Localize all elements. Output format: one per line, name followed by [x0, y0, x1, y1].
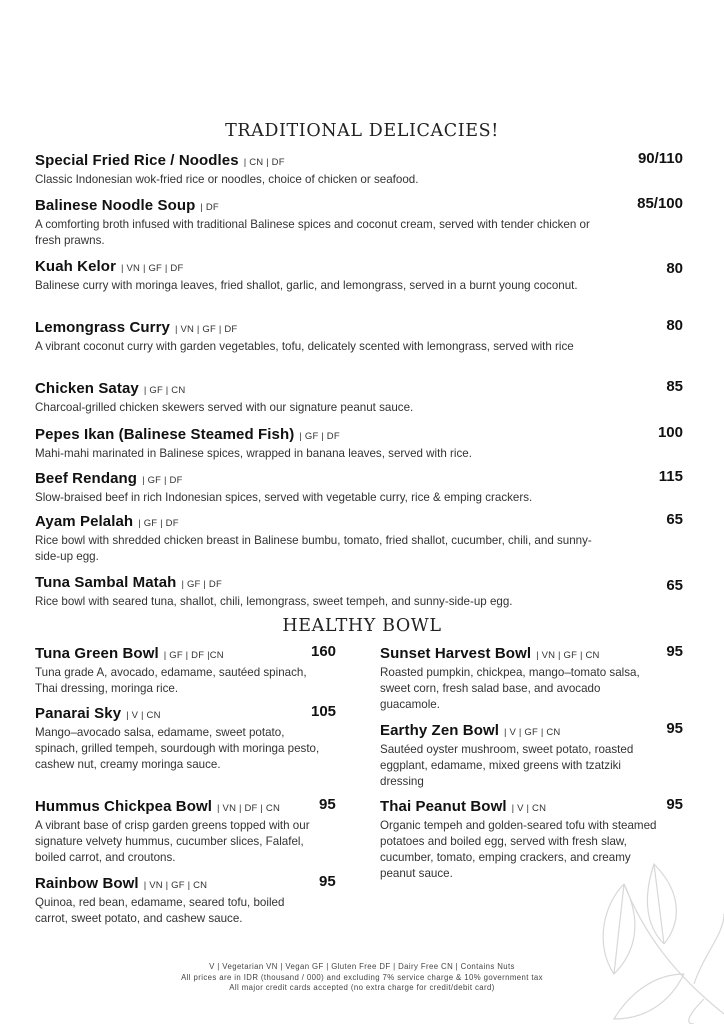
item-name: Tuna Green Bowl	[35, 645, 159, 662]
item-tags: | CN | DF	[243, 157, 285, 168]
item-price: 65	[666, 511, 683, 528]
item-description: Charcoal-grilled chicken skewers served with our signature peanut sauce.	[35, 401, 414, 414]
item-price: 95	[319, 873, 336, 890]
item-description: Rice bowl with shredded chicken breast in Balinese bumbu, tomato, fried shallot, cucumber, chili, and sunny-side-up egg.	[35, 534, 592, 563]
item-tags: | VN | GF | DF	[174, 324, 238, 335]
item-description: Mahi-mahi marinated in Balinese spices, wrapped in banana leaves, served with rice.	[35, 447, 472, 460]
menu-item	[35, 798, 320, 866]
section-title-traditional: TRADITIONAL DELICACIES!	[225, 121, 499, 141]
item-name: Lemongrass Curry	[35, 319, 170, 336]
item-description: Quinoa, red bean, edamame, seared tofu, boiled carrot, sweet potato, and cashew sauce.	[35, 896, 285, 925]
item-price: 100	[657, 424, 683, 441]
item-name: Earthy Zen Bowl	[380, 722, 500, 739]
item-tags: | V | GF | CN	[504, 727, 561, 738]
item-tags: | V | CN	[511, 803, 547, 814]
item-description: A vibrant base of crisp garden greens topped with our signature velvety hummus, cucumber slices, Falafel, boiled carrot, and croutons.	[35, 819, 310, 864]
menu-item	[35, 380, 615, 416]
item-tags: | VN | GF | DF	[121, 263, 184, 274]
item-price: 115	[658, 468, 683, 485]
item-tags: | VN | DF | CN	[217, 803, 281, 814]
footer	[0, 962, 724, 994]
item-description: Classic Indonesian wok-fried rice or noodles, choice of chicken or seafood.	[35, 173, 419, 186]
item-tags: | GF | DF	[299, 431, 340, 442]
item-description: Roasted pumpkin, chickpea, mango–tomato salsa, sweet corn, fresh salad base, and avocado guacamole.	[380, 666, 640, 711]
item-description: Slow-braised beef in rich Indonesian spices, served with vegetable curry, rice & emping crackers.	[35, 491, 533, 504]
section-title-healthy: HEALTHY BOWL	[282, 616, 442, 636]
item-name: Tuna Sambal Matah	[35, 574, 177, 591]
menu-item	[35, 513, 615, 565]
item-name: Thai Peanut Bowl	[380, 798, 507, 815]
menu-item	[35, 258, 615, 294]
menu-item	[35, 705, 320, 773]
menu-item	[35, 197, 615, 249]
item-price: 80	[666, 260, 683, 277]
item-price: 160	[311, 643, 337, 660]
item-name: Balinese Noodle Soup	[35, 197, 196, 214]
item-tags: | GF | DF	[138, 518, 179, 529]
item-tags: | GF | DF |CN	[163, 650, 224, 661]
item-description: Organic tempeh and golden-seared tofu with steamed potatoes and boiled egg, served with fresh slaw, cucumber, tomato, emping crackers, and creamy peanut sauce.	[380, 819, 657, 880]
item-description: A comforting broth infused with traditional Balinese spices and coconut cream, served with tender chicken or fresh prawns.	[35, 218, 590, 247]
item-price: 85	[666, 378, 683, 395]
item-name: Hummus Chickpea Bowl	[35, 798, 213, 815]
item-price: 65	[666, 577, 683, 594]
dietary-legend: V | Vegetarian VN | Vegan GF | Gluten Free DF | Dairy Free CN | Contains Nuts	[209, 962, 515, 971]
menu-item	[35, 574, 615, 610]
item-name: Ayam Pelalah	[35, 513, 134, 530]
item-price: 95	[666, 720, 683, 737]
price-note: All prices are in IDR (thousand / 000) and excluding 7% service charge & 10% government tax	[181, 972, 543, 982]
menu-item	[380, 645, 662, 713]
item-price: 105	[311, 703, 337, 720]
menu-item	[35, 319, 615, 355]
item-name: Chicken Satay	[35, 380, 139, 397]
item-tags: | VN | GF | CN	[536, 650, 600, 661]
item-tags: | DF	[200, 202, 219, 213]
menu-item	[35, 426, 615, 462]
item-tags: | GF | CN	[143, 385, 186, 396]
item-tags: | V | CN	[126, 710, 161, 721]
item-tags: | VN | GF | CN	[143, 880, 208, 891]
item-description: Mango–avocado salsa, edamame, sweet potato, spinach, grilled tempeh, sourdough with moringa pesto, cashew nut, creamy moringa sauce.	[35, 726, 320, 771]
item-price: 95	[666, 796, 683, 813]
menu-item	[380, 722, 650, 790]
menu-item	[35, 152, 615, 188]
item-tags: | GF | DF	[181, 579, 222, 590]
item-price: 95	[319, 796, 336, 813]
item-name: Pepes Ikan (Balinese Steamed Fish)	[35, 426, 295, 443]
item-description: Rice bowl with seared tuna, shallot, chili, lemongrass, sweet tempeh, and sunny-side-up egg.	[35, 595, 513, 608]
item-name: Special Fried Rice / Noodles	[35, 152, 239, 169]
menu-item	[35, 645, 325, 697]
item-name: Rainbow Bowl	[35, 875, 139, 892]
item-price: 85/100	[637, 195, 683, 212]
menu-item	[35, 875, 320, 927]
item-price: 95	[666, 643, 683, 660]
item-price: 80	[666, 317, 683, 334]
menu-item	[380, 798, 662, 882]
item-name: Panarai Sky	[35, 705, 122, 722]
item-description: Balinese curry with moringa leaves, fried shallot, garlic, and lemongrass, served in a burnt young coconut.	[35, 279, 578, 292]
payment-note: All major credit cards accepted (no extra charge for credit/debit card)	[229, 983, 495, 992]
menu-item	[35, 470, 635, 506]
item-description: Sautéed oyster mushroom, sweet potato, roasted eggplant, edamame, mixed greens with tzatziki dressing	[380, 743, 634, 788]
item-description: A vibrant coconut curry with garden vegetables, tofu, delicately scented with lemongrass, served with rice	[35, 340, 574, 353]
item-price: 90/110	[637, 150, 683, 167]
item-name: Beef Rendang	[35, 470, 138, 487]
item-description: Tuna grade A, avocado, edamame, sautéed spinach, Thai dressing, moringa rice.	[35, 666, 307, 695]
item-name: Sunset Harvest Bowl	[380, 645, 532, 662]
item-name: Kuah Kelor	[35, 258, 117, 275]
item-tags: | GF | DF	[142, 475, 183, 486]
